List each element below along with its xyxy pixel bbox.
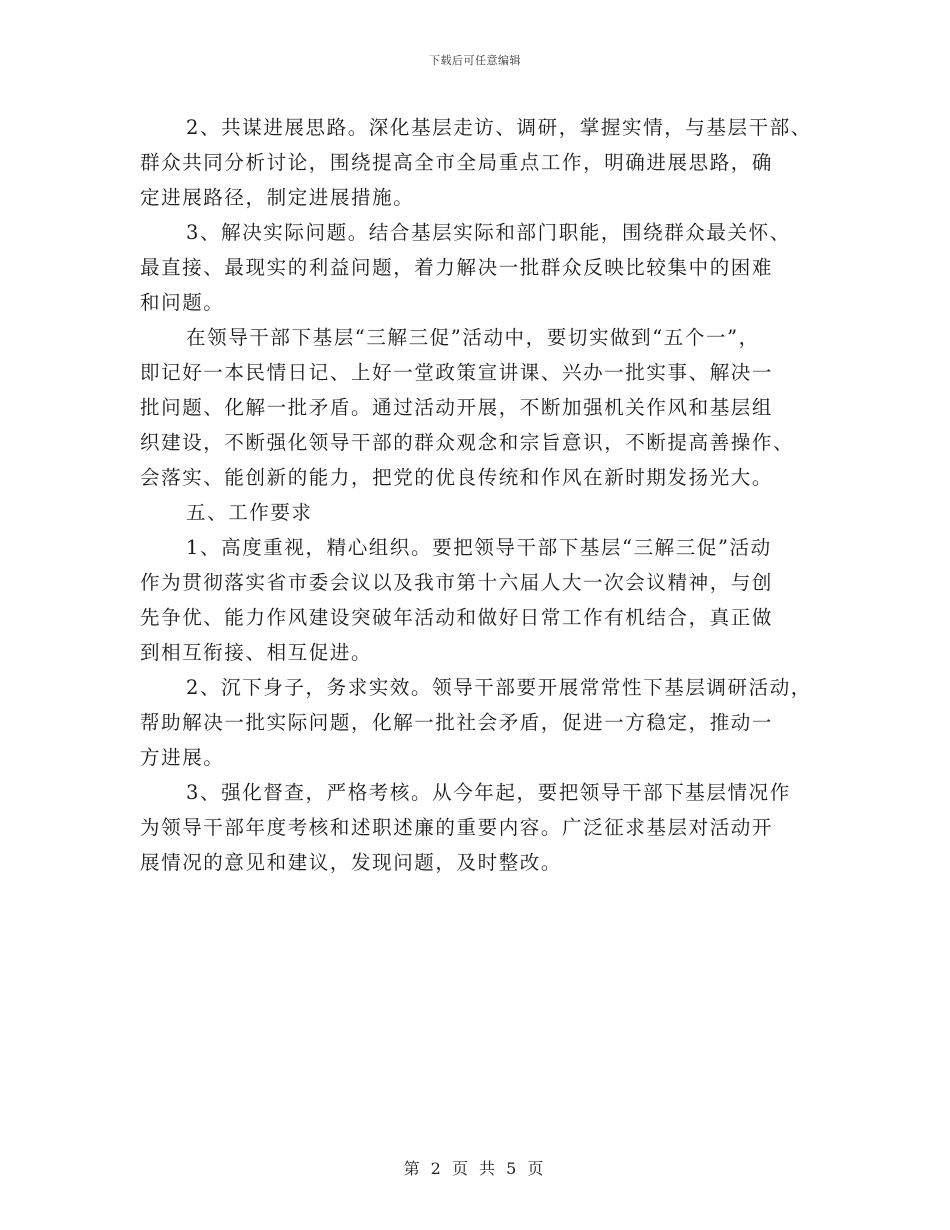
page-header: 下载后可任意编辑 — [429, 54, 521, 67]
paragraph-line: 到相互衔接、相互促进。 — [140, 641, 373, 664]
paragraph-line: 帮助解决一批实际问题，化解一批社会矛盾，促进一方稳定，推动一 — [140, 711, 774, 734]
paragraph-line: 在领导干部下基层“三解三促”活动中，要切实做到“五个一”， — [186, 326, 760, 349]
section-heading-line: 五、工作要求 — [186, 501, 313, 524]
paragraph-line: 作为贯彻落实省市委会议以及我市第十六届人大一次会议精神，与创 — [140, 571, 774, 594]
paragraph-line: 3、强化督查，严格考核。从今年起，要把领导干部下基层情况作 — [186, 781, 791, 804]
paragraph-line: 为领导干部年度考核和述职述廉的重要内容。广泛征求基层对活动开 — [140, 816, 774, 839]
page-footer: 第 2 页 共 5 页 — [403, 1159, 547, 1178]
paragraph-line: 和问题。 — [140, 291, 225, 314]
paragraph-line: 方进展。 — [140, 746, 225, 769]
paragraph — [140, 530, 830, 670]
paragraph-line: 即记好一本民情日记、上好一堂政策宣讲课、兴办一批实事、解决一 — [140, 361, 774, 384]
paragraph-line: 最直接、最现实的利益问题，着力解决一批群众反映比较集中的困难 — [140, 256, 774, 279]
paragraph-line: 展情况的意见和建议，发现问题，及时整改。 — [140, 851, 563, 874]
paragraph-line: 会落实、能创新的能力，把党的优良传统和作风在新时期发扬光大。 — [140, 466, 774, 489]
document-body — [140, 110, 830, 880]
paragraph-line: 先争优、能力作风建设突破年活动和做好日常工作有机结合，真正做 — [140, 606, 774, 629]
paragraph — [140, 320, 830, 495]
paragraph-line: 织建设，不断强化领导干部的群众观念和宗旨意识，不断提高善操作、 — [140, 431, 795, 454]
paragraph-line: 2、沉下身子，务求实效。领导干部要开展常常性下基层调研活动， — [186, 676, 812, 699]
section-heading — [140, 495, 830, 530]
paragraph — [140, 215, 830, 320]
paragraph-line: 群众共同分析讨论，围绕提高全市全局重点工作，明确进展思路，确 — [140, 151, 774, 174]
paragraph — [140, 110, 830, 215]
paragraph-line: 定进展路径，制定进展措施。 — [140, 186, 415, 209]
paragraph — [140, 775, 830, 880]
paragraph — [140, 670, 830, 775]
paragraph-line: 3、解决实际问题。结合基层实际和部门职能，围绕群众最关怀、 — [186, 221, 791, 244]
paragraph-line: 1、高度重视，精心组织。要把领导干部下基层“三解三促”活动 — [186, 536, 772, 559]
paragraph-line: 2、共谋进展思路。深化基层走访、调研，掌握实情，与基层干部、 — [186, 116, 812, 139]
paragraph-line: 批问题、化解一批矛盾。通过活动开展，不断加强机关作风和基层组 — [140, 396, 774, 419]
